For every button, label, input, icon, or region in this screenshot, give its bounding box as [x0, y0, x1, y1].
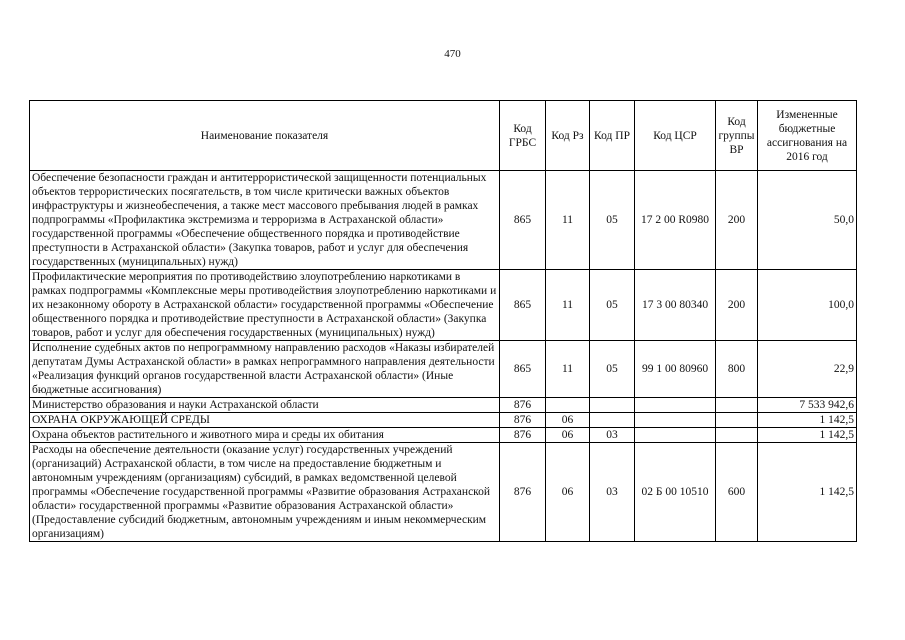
table-row: [30, 443, 857, 542]
row-rz: 11: [546, 341, 590, 398]
row-amount: 22,9: [758, 341, 857, 398]
page-number: 470: [444, 48, 461, 60]
row-grbs: 876: [500, 398, 546, 413]
row-rz: 06: [546, 443, 590, 542]
row-pr: [590, 398, 635, 413]
row-amount: 7 533 942,6: [758, 398, 857, 413]
row-name: Министерство образования и науки Астраханской области: [30, 398, 500, 413]
table-row: [30, 270, 857, 341]
row-pr: 05: [590, 270, 635, 341]
table-row: [30, 171, 857, 270]
row-csr: 02 Б 00 10510: [635, 443, 716, 542]
header-grbs-code: Код ГРБС: [500, 101, 546, 171]
row-grbs: 876: [500, 428, 546, 443]
row-csr: 17 2 00 R0980: [635, 171, 716, 270]
row-csr: 17 3 00 80340: [635, 270, 716, 341]
row-csr: [635, 413, 716, 428]
row-pr: 05: [590, 341, 635, 398]
row-vr: 800: [716, 341, 758, 398]
budget-table: [29, 100, 857, 542]
header-rz-code: Код Рз: [546, 101, 590, 171]
row-grbs: 876: [500, 443, 546, 542]
table-row: [30, 428, 857, 443]
row-vr: 200: [716, 270, 758, 341]
row-name: ОХРАНА ОКРУЖАЮЩЕЙ СРЕДЫ: [30, 413, 500, 428]
row-name: Профилактические мероприятия по противодействию злоупотреблению наркотиками в рамках подпрограммы «Комплексные меры противодействия злоупотреблению наркотиками и их незаконному обороту в Астраханской области» государственной программы «Обеспечение общественного порядка и противодействие преступности в Астраханской области» (Закупка товаров, работ и услуг для обеспечения государственных (муниципальных) нужд): [30, 270, 500, 341]
row-rz: 11: [546, 171, 590, 270]
row-grbs: 865: [500, 270, 546, 341]
header-csr-code: Код ЦСР: [635, 101, 716, 171]
row-grbs: 865: [500, 341, 546, 398]
row-name: Охрана объектов растительного и животного мира и среды их обитания: [30, 428, 500, 443]
row-pr: 05: [590, 171, 635, 270]
table-row: [30, 398, 857, 413]
row-vr: [716, 413, 758, 428]
row-amount: 100,0: [758, 270, 857, 341]
row-amount: 1 142,5: [758, 428, 857, 443]
row-grbs: 876: [500, 413, 546, 428]
row-csr: 99 1 00 80960: [635, 341, 716, 398]
row-rz: 11: [546, 270, 590, 341]
row-rz: [546, 398, 590, 413]
header-vr-code: Код группы ВР: [716, 101, 758, 171]
header-amount: Измененные бюджетные ассигнования на 2016 год: [758, 101, 857, 171]
row-pr: 03: [590, 428, 635, 443]
row-amount: 1 142,5: [758, 413, 857, 428]
row-rz: 06: [546, 428, 590, 443]
row-vr: [716, 398, 758, 413]
row-pr: 03: [590, 443, 635, 542]
row-amount: 50,0: [758, 171, 857, 270]
row-name: Расходы на обеспечение деятельности (оказание услуг) государственных учреждений (организаций) Астраханской области, в том числе на предоставление бюджетным и автономным учреждениям (организациям) субсидий, в рамках ведомственной целевой программы «Обеспечение государственной программы «Развитие образования Астраханской области» государственной программы «Развитие образования Астраханской области» (Предоставление субсидий бюджетным, автономным учреждениям и иным некоммерческим организациям): [30, 443, 500, 542]
row-name: Исполнение судебных актов по непрограммному направлению расходов «Наказы избирателей депутатам Думы Астраханской области» в рамках непрограммного направления деятельности «Реализация функций органов государственной власти Астраханской области» (Иные бюджетные ассигнования): [30, 341, 500, 398]
table-row: [30, 413, 857, 428]
table-row: [30, 341, 857, 398]
row-csr: [635, 428, 716, 443]
row-name: Обеспечение безопасности граждан и антитеррористической защищенности потенциальных объектов террористических посягательств, в том числе критически важных объектов инфраструктуры и жизнеобеспечения, а также мест массового пребывания людей в рамках подпрограммы «Профилактика экстремизма и терроризма в Астраханской области» государственной программы «Обеспечение общественного порядка и противодействие преступности в Астраханской области» (Закупка товаров, работ и услуг для обеспечения государственных (муниципальных) нужд): [30, 171, 500, 270]
row-vr: [716, 428, 758, 443]
row-csr: [635, 398, 716, 413]
row-pr: [590, 413, 635, 428]
header-pr-code: Код ПР: [590, 101, 635, 171]
header-indicator-name: Наименование показателя: [30, 101, 500, 171]
row-amount: 1 142,5: [758, 443, 857, 542]
row-rz: 06: [546, 413, 590, 428]
header-row: [30, 101, 857, 171]
row-vr: 200: [716, 171, 758, 270]
row-vr: 600: [716, 443, 758, 542]
row-grbs: 865: [500, 171, 546, 270]
